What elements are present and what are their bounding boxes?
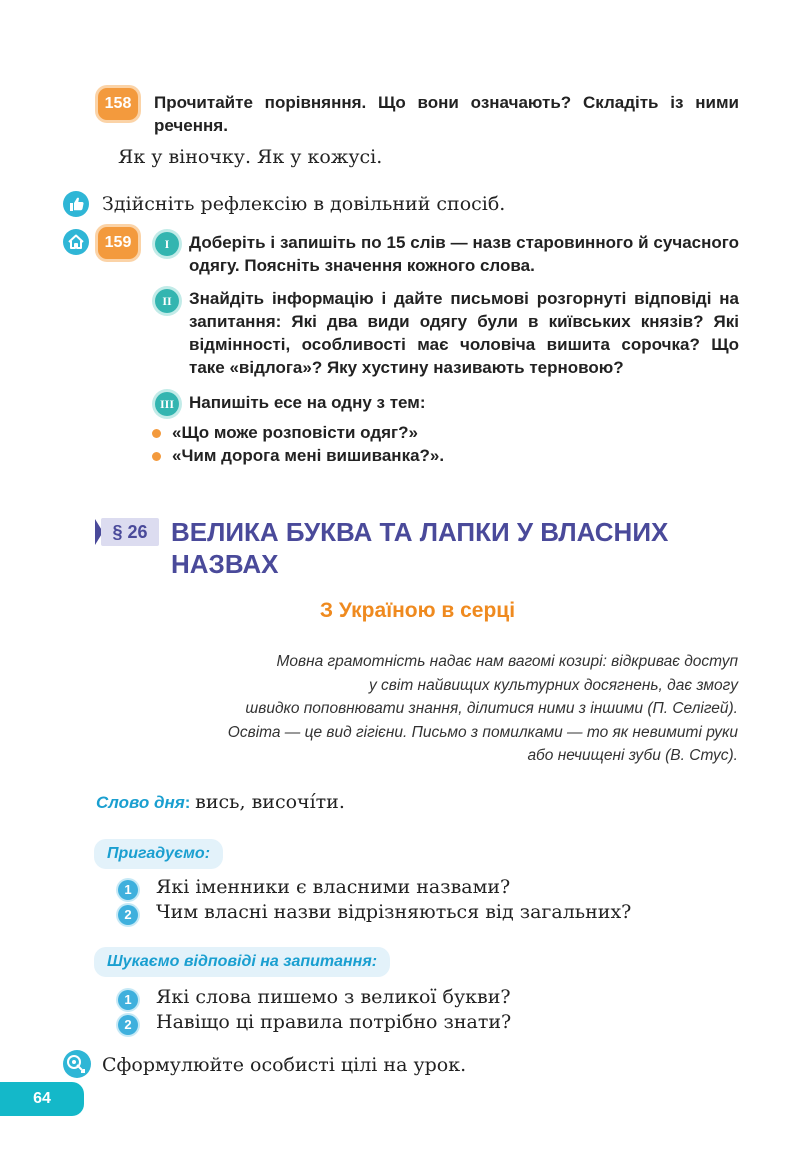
bullet-icon [152, 452, 161, 461]
epigraph-line: Освіта — це вид гігієни. Письмо з помилками — то як невимиті руки [227, 723, 738, 741]
goals-text: Сформулюйте особисті цілі на урок. [102, 1054, 467, 1076]
epigraph-line: або нечищені зуби (В. Стус). [527, 747, 738, 764]
section-title-line: НАЗВАХ [171, 549, 279, 579]
level-1-badge: I [155, 232, 179, 256]
recall-label: Пригадуємо: [94, 839, 223, 869]
topic-item: «Чим дорога мені вишиванка?». [172, 446, 445, 465]
number-badge: 1 [118, 880, 138, 900]
search-item: Які слова пишемо з великої букви? [156, 986, 511, 1008]
topic-item: «Що може розповісти одяг?» [172, 423, 418, 442]
epigraph-line: швидко поповнювати знання, ділитися ними з іншими (П. Селігей). [245, 700, 738, 717]
word-of-day-colon: : [184, 793, 191, 812]
recall-item: Які іменники є власними назвами? [156, 876, 511, 898]
number-badge: 2 [118, 905, 138, 925]
section-title-line: ВЕЛИКА БУКВА ТА ЛАПКИ У ВЛАСНИХ [171, 517, 669, 547]
epigraph [150, 650, 738, 768]
page-number: 64 [0, 1082, 84, 1116]
section-number: § 26 [101, 518, 159, 546]
word-of-day-words: вись, височі́ти. [195, 791, 345, 813]
number-badge: 2 [118, 1015, 138, 1035]
thumbs-up-icon [63, 191, 89, 217]
level-1-text: Доберіть і запишіть по 15 слів — назв старовинного й сучасного одягу. Поясніть значення кожного слова. [189, 233, 739, 275]
search-item: Навіщо ці правила потрібно знати? [156, 1011, 512, 1033]
level-3-badge: III [155, 392, 179, 416]
word-of-day [96, 791, 345, 813]
task-number-badge: 158 [98, 88, 138, 120]
search-label: Шукаємо відповіді на запитання: [94, 947, 390, 977]
epigraph-line: Мовна грамотність надає нам вагомі козирі: відкриває доступ [276, 653, 738, 670]
recall-item: Чим власні назви відрізняються від загальних? [156, 901, 632, 923]
epigraph-line: у світ найвищих культурних досягнень, дає змогу [369, 676, 738, 694]
section-title [171, 516, 668, 580]
section-subtitle: З Україною в серці [319, 599, 516, 622]
goals-icon [63, 1050, 91, 1078]
reflection-text: Здійсніть рефлексію в довільний спосіб. [102, 193, 506, 215]
task-158-text: Як у віночку. Як у кожусі. [118, 146, 383, 168]
bullet-icon [152, 429, 161, 438]
word-of-day-label: Слово дня [96, 793, 185, 812]
level-3-text: Напишіть есе на одну з тем: [189, 393, 426, 412]
task-number-badge: 159 [98, 227, 138, 259]
home-icon [63, 229, 89, 255]
level-2-text: Знайдіть інформацію і дайте письмові розгорнуті відповіді на запитання: Які два види одягу були в київських князів? Які відмінності, особливості має чоловіча вишита сорочка? Що таке «відлога»? Яку хустину називають терновою? [189, 289, 739, 377]
task-158-instruction: Прочитайте порівняння. Що вони означають? Складіть із ними речення. [154, 93, 739, 135]
number-badge: 1 [118, 990, 138, 1010]
level-2-badge: II [155, 289, 179, 313]
